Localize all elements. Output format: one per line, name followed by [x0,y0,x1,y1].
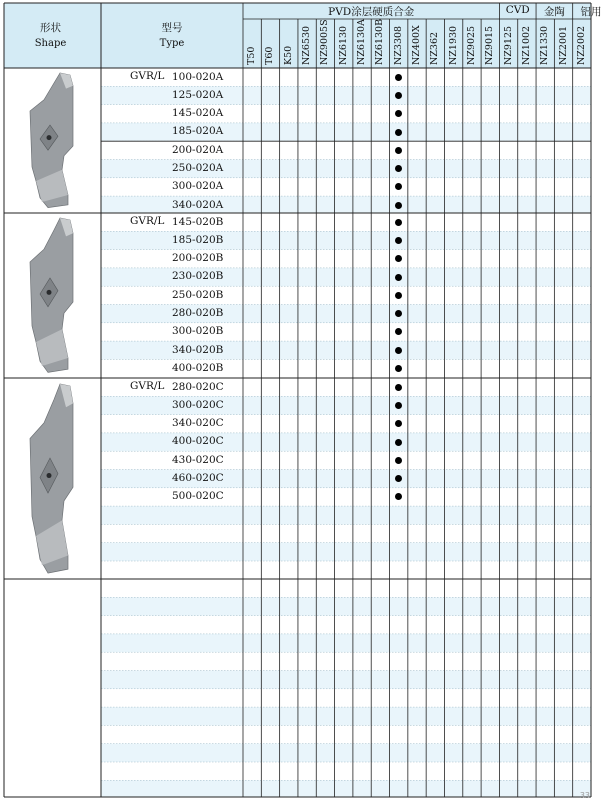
type-code: 340-020C [172,417,224,430]
grade-column-header: NZ1002 [520,25,532,65]
grade-column-header: NZ400X [411,25,422,65]
grade-column-header: NZ1930 [447,25,459,65]
type-family-label: GVR/L [130,380,165,392]
type-code: 230-020B [172,270,224,283]
grade-group-header: CVD [505,4,530,16]
grade-column-header: NZ2002 [575,25,587,65]
insert-shape-image [18,69,88,209]
type-code: 185-020A [172,125,224,138]
insert-shape-image [18,214,88,374]
type-code: 250-020A [172,162,224,174]
grade-group-header: 铝用 [580,6,602,18]
grade-column-header: NZ362 [429,31,441,65]
availability-dot [395,147,402,154]
availability-dot [395,384,402,391]
grade-column-header: T60 [264,46,276,65]
type-code: 340-020B [172,343,224,356]
type-code: 400-020C [172,435,224,448]
grade-column-header: NZ6530 [301,25,313,65]
type-code: 280-020C [172,380,224,393]
type-code: 145-020A [172,107,224,120]
type-code: 460-020C [172,472,224,484]
grade-column-header: NZ9025 [465,25,477,65]
type-code: 185-020B [172,233,224,246]
grade-column-header: NZ3308 [392,25,404,65]
grade-column-header: NZ6130 [337,25,349,65]
type-code: 400-020B [172,361,224,374]
type-code: 145-020B [172,215,224,228]
type-code: 300-020B [172,325,224,338]
grade-column-header: NZ9015 [484,25,496,65]
type-code: 500-020C [172,490,224,503]
page-number: 33 [579,791,590,800]
availability-dot [395,439,402,446]
type-code: 340-020A [172,198,224,211]
grade-group-header: PVD涂层硬质合金 [328,6,415,18]
type-code: 200-020B [172,252,224,265]
type-family-label: GVR/L [130,70,165,82]
type-family-label: GVR/L [130,215,165,227]
type-code: 300-020C [172,398,224,411]
availability-dot [395,274,402,281]
grade-column-header: NZ9005S [319,19,331,65]
grade-column-header: T50 [246,46,258,65]
type-code: 280-020B [172,307,224,319]
availability-dot [395,129,402,136]
insert-shape-image [18,380,88,575]
type-code: 200-020A [172,143,224,156]
grade-group-header: 金陶 [543,6,565,18]
type-code: 300-020A [172,180,224,193]
type-code: 100-020A [172,70,224,83]
grade-column-header: NZ6130B [374,18,386,65]
type-code: 430-020C [172,453,224,466]
grade-column-header: NZ1330 [539,25,551,65]
type-code: 125-020A [172,88,224,101]
availability-dot [395,347,402,354]
grade-column-header: NZ2001 [557,25,569,65]
shape-header-cn: 形状 [40,22,61,34]
availability-dot [395,202,402,209]
shape-header-en: Shape [34,38,67,49]
type-header-cn: 型号 [161,22,183,34]
grade-column-header: K50 [282,45,294,65]
availability-dot [395,219,402,226]
availability-dot [395,292,402,299]
type-code: 250-020B [172,288,224,301]
availability-dot [395,457,402,464]
type-header-en: Type [159,38,185,49]
grade-column-header: NZ9125 [502,25,514,65]
grade-column-header: NZ6130A [356,19,368,65]
availability-dot [395,74,402,81]
